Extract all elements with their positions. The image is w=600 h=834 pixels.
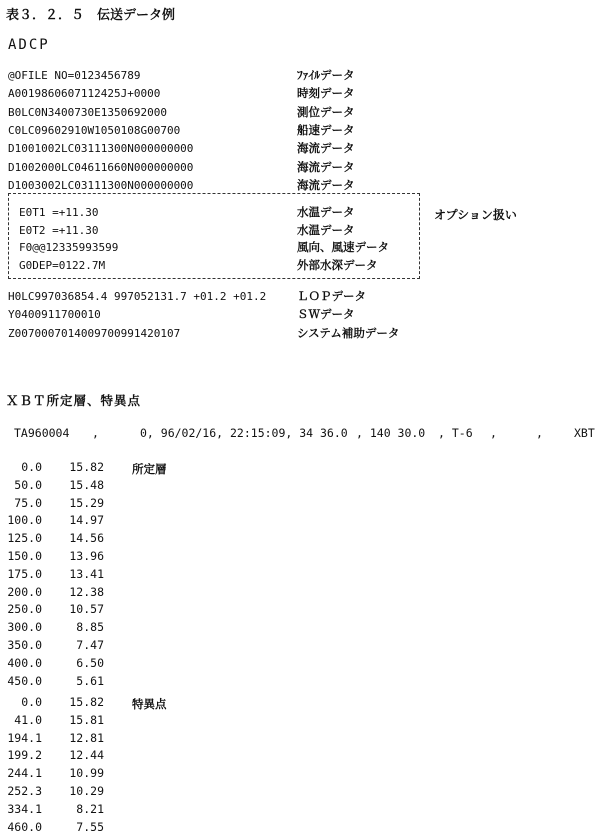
record-code: E0T2 =+11.30 xyxy=(19,223,99,237)
record-code: F0@@12335993599 xyxy=(19,241,119,255)
record-code: E0T1 =+11.30 xyxy=(19,206,99,219)
temperature-value: 8.21 xyxy=(76,801,104,816)
record-label: ﾌｧｲﾙデータ xyxy=(297,68,355,82)
depth-value: 199.2 xyxy=(7,748,42,763)
temperature-value: 10.99 xyxy=(69,766,104,781)
depth-value: 334.1 xyxy=(7,801,42,816)
temperature-value: 12.38 xyxy=(69,584,104,599)
record-code: C0LC09602910W1050108G00700 xyxy=(8,123,181,137)
table-caption: 表３．２．５ 伝送データ例 xyxy=(6,8,176,23)
record-label: 海流データ xyxy=(297,177,355,192)
xbt-header-sep: , xyxy=(92,426,99,440)
record-code: D1002000LC04611660N000000000 xyxy=(8,160,194,174)
standard-layer-label: 所定層 xyxy=(132,462,167,476)
depth-value: 450.0 xyxy=(7,673,42,688)
record-label: ＳＷデータ xyxy=(297,307,355,322)
depth-value: 460.0 xyxy=(7,819,42,834)
record-label: 水温データ xyxy=(297,222,355,237)
depth-value: 250.0 xyxy=(7,602,42,617)
xbt-header-id: TA960004 xyxy=(14,426,70,440)
record-label: ＬＯＰデータ xyxy=(297,289,366,303)
record-code: @OFILE NO=0123456789 xyxy=(8,69,141,82)
xbt-header-longitude: , 140 30.0 xyxy=(356,426,426,440)
record-code: Y0400911700010 xyxy=(8,308,101,322)
depth-value: 75.0 xyxy=(14,495,42,510)
temperature-value: 6.50 xyxy=(76,655,104,670)
record-code: G0DEP=0122.7M xyxy=(19,259,106,273)
temperature-value: 13.96 xyxy=(69,549,104,563)
depth-value: 100.0 xyxy=(7,513,42,528)
depth-value: 300.0 xyxy=(7,620,42,635)
depth-value: 350.0 xyxy=(7,638,42,652)
xbt-header-sep: , xyxy=(536,426,543,440)
record-code: D1003002LC03111300N000000000 xyxy=(8,178,194,192)
record-label: 水温データ xyxy=(297,205,355,219)
temperature-value: 10.29 xyxy=(69,784,104,798)
xbt-section-title: ＸＢＴ所定層、特異点 xyxy=(6,393,142,408)
temperature-value: 15.48 xyxy=(69,477,104,492)
temperature-value: 8.85 xyxy=(76,620,104,635)
temperature-value: 15.29 xyxy=(69,495,104,510)
xbt-header-probe-type: , T-6 xyxy=(438,426,473,440)
depth-value: 150.0 xyxy=(7,549,42,563)
record-label: システム補助データ xyxy=(297,325,400,340)
xbt-header-sep: , xyxy=(490,426,497,440)
temperature-value: 5.61 xyxy=(76,673,104,688)
singular-point-label: 特異点 xyxy=(132,697,167,711)
temperature-value: 12.81 xyxy=(69,730,104,745)
depth-value: 125.0 xyxy=(7,531,42,546)
xbt-header-tag: XBT xyxy=(574,426,595,440)
temperature-value: 14.56 xyxy=(69,531,104,546)
record-label: 海流データ xyxy=(297,141,355,156)
record-label: 船速データ xyxy=(297,122,355,137)
depth-value: 244.1 xyxy=(7,766,42,781)
depth-value: 252.3 xyxy=(7,784,42,798)
record-label: 時刻データ xyxy=(297,86,355,101)
adcp-title: ADCP xyxy=(8,37,50,53)
record-code: B0LC0N3400730E1350692000 xyxy=(8,105,167,119)
temperature-value: 14.97 xyxy=(69,513,104,528)
depth-value: 0.0 xyxy=(21,695,42,709)
temperature-value: 7.55 xyxy=(76,819,104,834)
depth-value: 200.0 xyxy=(7,584,42,599)
depth-value: 194.1 xyxy=(7,730,42,745)
depth-value: 175.0 xyxy=(7,566,42,581)
temperature-value: 12.44 xyxy=(69,748,104,763)
record-code: Z0070007014009700991420107 xyxy=(8,326,181,340)
depth-value: 400.0 xyxy=(7,655,42,670)
depth-value: 0.0 xyxy=(21,460,42,474)
temperature-value: 13.41 xyxy=(69,566,104,581)
temperature-value: 15.81 xyxy=(69,712,104,727)
record-code: D1001002LC03111300N000000000 xyxy=(8,142,194,156)
temperature-value: 7.47 xyxy=(76,638,104,652)
record-label: 測位データ xyxy=(297,104,355,119)
depth-value: 50.0 xyxy=(14,477,42,492)
record-label: 風向、風速データ xyxy=(297,240,389,255)
temperature-value: 10.57 xyxy=(69,602,104,617)
record-code: A0019860607112425J+0000 xyxy=(8,87,161,101)
depth-value: 41.0 xyxy=(14,712,42,727)
option-note: オプション扱い xyxy=(434,208,517,222)
temperature-value: 15.82 xyxy=(69,460,104,474)
xbt-header-datetime: 0, 96/02/16, 22:15:09, 34 36.0 xyxy=(140,426,348,440)
record-label: 海流データ xyxy=(297,159,355,174)
record-label: 外部水深データ xyxy=(297,258,378,273)
record-code: H0LC997036854.4 997052131.7 +01.2 +01.2 xyxy=(8,290,267,303)
temperature-value: 15.82 xyxy=(69,695,104,709)
